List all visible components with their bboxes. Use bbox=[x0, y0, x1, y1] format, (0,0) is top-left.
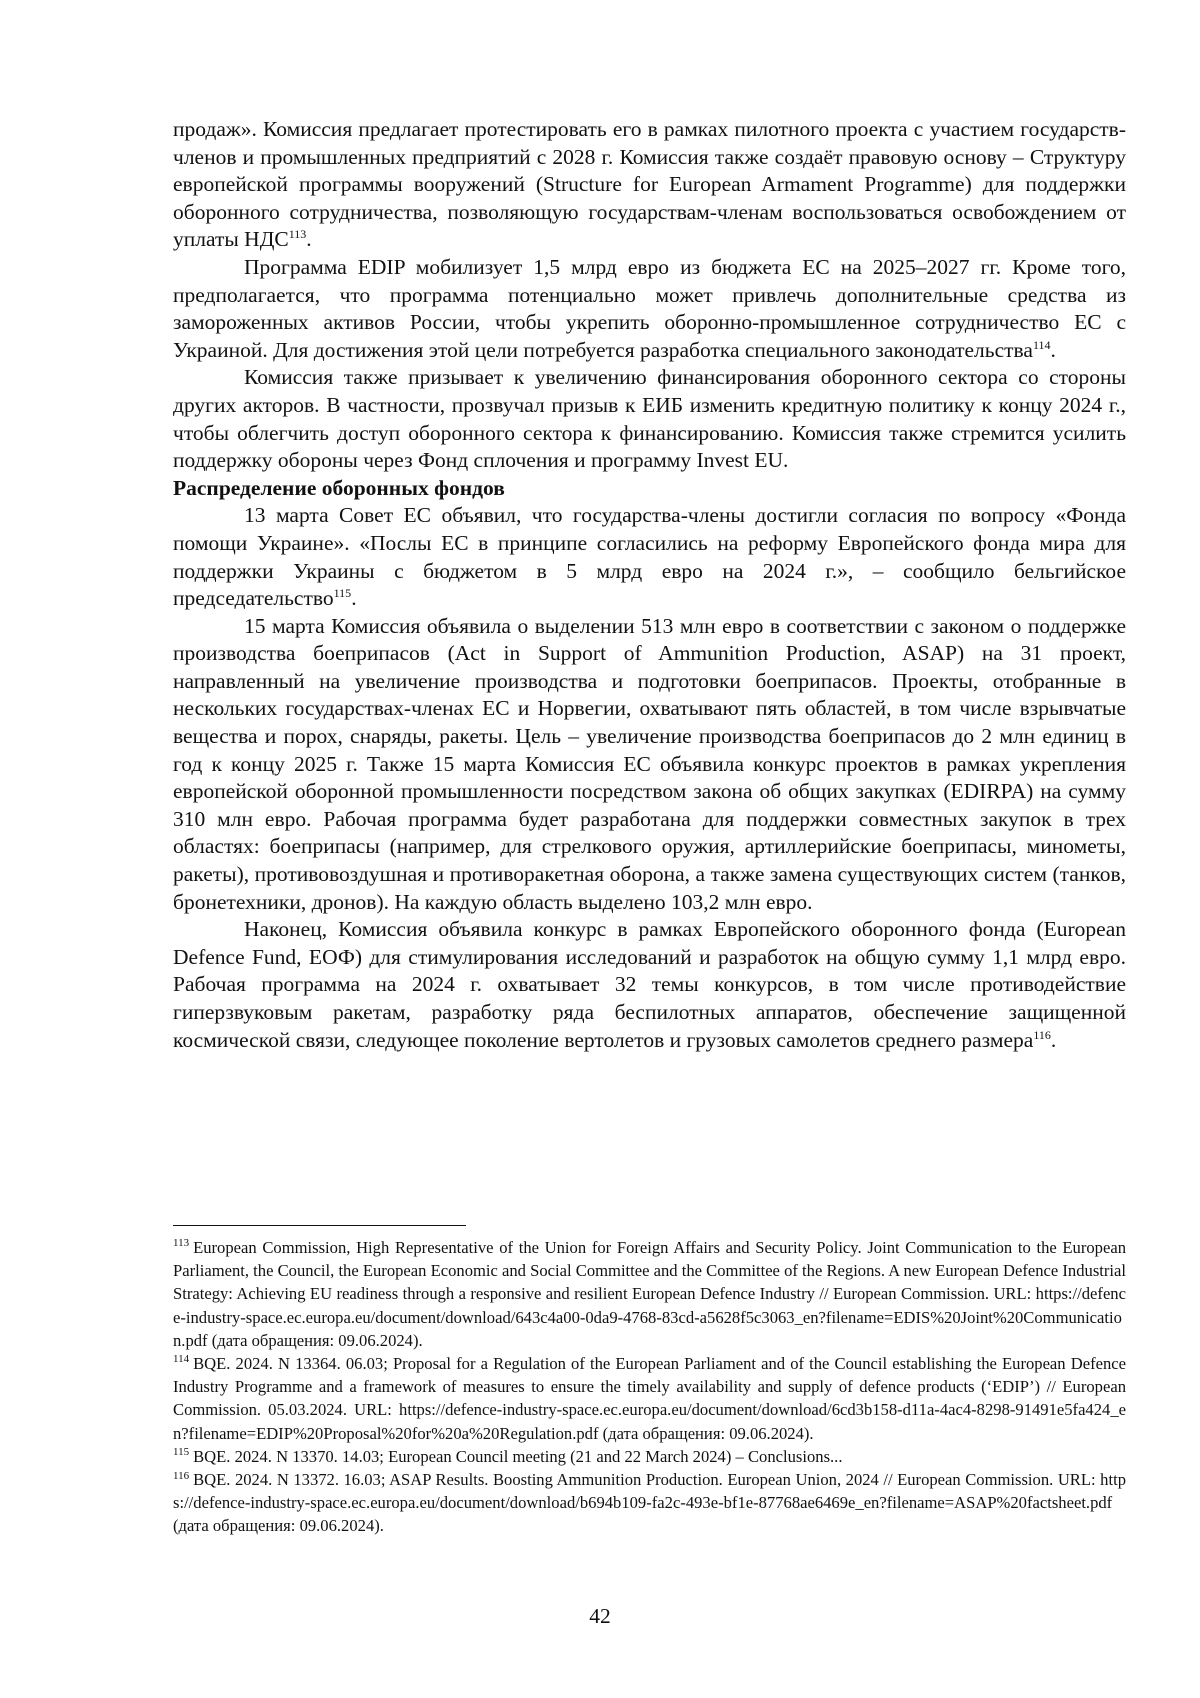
footnote-113 bbox=[173, 1236, 1126, 1352]
footnote-ref-116[interactable]: 116 bbox=[1033, 1027, 1051, 1042]
paragraph-2 bbox=[173, 254, 1126, 364]
paragraph-4-end: . bbox=[351, 586, 357, 611]
paragraph-5 bbox=[173, 613, 1126, 917]
footnote-link[interactable]: https://defence-industry-space.ec.europa.eu/document/download/643c4a00-0da9-4768-83cd-a5628f5c3063_en?filename=EDIS%20Joint%20Communication.pdf bbox=[173, 1284, 1126, 1350]
footnote-114 bbox=[173, 1352, 1126, 1445]
paragraph-1-text: продаж». Комиссия предлагает протестировать его в рамках пилотного проекта с участием государств-членов и промышленных предприятий с 2028 г. Комиссия также создаёт правовую основу – Структуру европейской программы вооружений (Structure for European Armament Programme) для поддержки оборонного сотрудничества, позволяющую государствам-членам воспользоваться освобождением от уплаты НДС bbox=[173, 117, 1126, 252]
section-heading: Распределение оборонных фондов bbox=[173, 475, 505, 500]
paragraph-6-end: . bbox=[1050, 1027, 1057, 1052]
footnote-text: BQE. 2024. N 13372. 16.03; ASAP Results. Boosting Ammunition Production. European Union, 2024 // European Commission. URL: bbox=[193, 1470, 1096, 1490]
footnote-separator bbox=[173, 1225, 466, 1226]
paragraph-3 bbox=[173, 364, 1126, 474]
paragraph-2-text: Программа EDIP мобилизует 1,5 млрд евро из бюджета ЕС на 2025–2027 гг. Кроме того, предполагается, что программа потенциально может привлечь дополнительные средства из замороженных активов России, чтобы укрепить оборонно-промышленное сотрудничество ЕС с Украиной. Для достижения этой цели потребуется разработка специального законодательства bbox=[173, 254, 1126, 362]
paragraph-5-text: 15 марта Комиссия объявила о выделении 513 млн евро в соответствии с законом о поддержке производства боеприпасов (Act in Support of Ammunition Production, ASAP) на 31 проект, направленный на увеличение производства и подготовки боеприпасов. Проекты, отобранные в нескольких государствах-членах ЕС и Норвегии, охватывают пять областей, в том числе взрывчатые вещества и порох, снаряды, ракеты. Цель – увеличение производства боеприпасов до 2 млн единиц в год к концу 2025 г. Также 15 марта Комиссия ЕС объявила конкурс проектов в рамках укрепления европейской оборонной промышленности посредством закона об общих закупках (EDIRPA) на сумму 310 млн евро. Рабочая программа будет разработана для поддержки совместных закупок в трех областях: боеприпасы (например, для стрелкового оружия, артиллерийские боеприпасы, минометы, ракеты), противовоздушная и противоракетная оборона, а также замена существующих систем (танков, бронетехники, дронов). На каждую область выделено 103,2 млн евро. bbox=[173, 613, 1126, 914]
footnote-access-date: (дата обращения: 09.06.2024). bbox=[602, 1423, 814, 1443]
footnote-link[interactable]: https://defence-industry-space.ec.europa.eu/document/download/b694b109-fa2c-493e-bf1e-87768ae6469e_en?filename=ASAP%20factsheet.pdf bbox=[173, 1470, 1126, 1513]
footnote-text: European Commission, High Representative of the Union for Foreign Affairs and Security Policy. Joint Communication to the European Parliament, the Council, the European Economic and Social Committee and the Committee of the Regions. A new European Defence Industrial Strategy: Achieving EU readiness through a responsive and resilient European Defence Industry // European Commission. URL: bbox=[173, 1238, 1126, 1304]
page-number: 42 bbox=[589, 1604, 611, 1628]
footnotes bbox=[173, 1236, 1126, 1538]
footnote-ref-115[interactable]: 115 bbox=[333, 585, 352, 600]
paragraph-4-text: 13 марта Совет ЕС объявил, что государства-члены достигли согласия по вопросу «Фонда помощи Украине». «Послы ЕС в принципе согласились на реформу Европейского фонда мира для поддержки Украины с бюджетом в 5 млрд евро на 2024 г.», – сообщило бельгийское председательство bbox=[173, 503, 1126, 611]
footnote-text: BQE. 2024. N 13370. 14.03; European Council meeting (21 and 22 March 2024) – Conclusions... bbox=[193, 1446, 843, 1466]
footnote-ref-114[interactable]: 114 bbox=[1032, 337, 1051, 352]
paragraph-6-text: Наконец, Комиссия объявила конкурс в рамках Европейского оборонного фонда (European Defence Fund, ЕОФ) для стимулирования исследований и разработок на общую сумму 1,1 млрд евро. Рабочая программа на 2024 г. охватывает 32 темы конкурсов, в том числе противодействие гиперзвуковым ракетам, разработку ряда беспилотных аппаратов, обеспечение защищенной космической связи, следующее поколение вертолетов и грузовых самолетов среднего размера bbox=[173, 917, 1126, 1052]
footnote-number: 114 bbox=[173, 1353, 190, 1366]
footnote-number: 115 bbox=[173, 1446, 190, 1459]
footnote-link[interactable]: https://defence-industry-space.ec.europa.eu/document/download/6cd3b158-d11a-4ac4-8298-91491e5fa424_en?filename=EDIP%20Proposal%20for%20a%20Regulation.pdf bbox=[173, 1400, 1126, 1443]
paragraph-1 bbox=[173, 116, 1126, 254]
paragraph-6 bbox=[173, 916, 1126, 1054]
footnote-ref-113[interactable]: 113 bbox=[288, 227, 307, 242]
footnote-number: 116 bbox=[173, 1469, 190, 1482]
footnote-number: 113 bbox=[173, 1237, 190, 1250]
main-text bbox=[173, 116, 1126, 1054]
paragraph-3-text: Комиссия также призывает к увеличению финансирования оборонного сектора со стороны других акторов. В частности, прозвучал призыв к ЕИБ изменить кредитную политику к концу 2024 г., чтобы облегчить доступ оборонного сектора к финансированию. Комиссия также стремится усилить поддержку обороны через Фонд сплочения и программу Invest EU. bbox=[173, 365, 1126, 473]
paragraph-4 bbox=[173, 502, 1126, 612]
paragraph-1-end: . bbox=[306, 227, 312, 252]
footnote-access-date: (дата обращения: 09.06.2024). bbox=[173, 1516, 384, 1536]
footnote-text: BQE. 2024. N 13364. 06.03; Proposal for a Regulation of the European Parliament and of the Council establishing the European Defence Industry Programme and a framework of measures to ensure the timely availability and supply of defence products (‘EDIP’) // European Commission. 05.03.2024. URL: bbox=[173, 1354, 1126, 1420]
footnote-116 bbox=[173, 1468, 1126, 1538]
footnote-access-date: (дата обращения: 09.06.2024). bbox=[211, 1330, 423, 1350]
footnote-115 bbox=[173, 1445, 1126, 1468]
paragraph-2-end: . bbox=[1050, 337, 1056, 362]
